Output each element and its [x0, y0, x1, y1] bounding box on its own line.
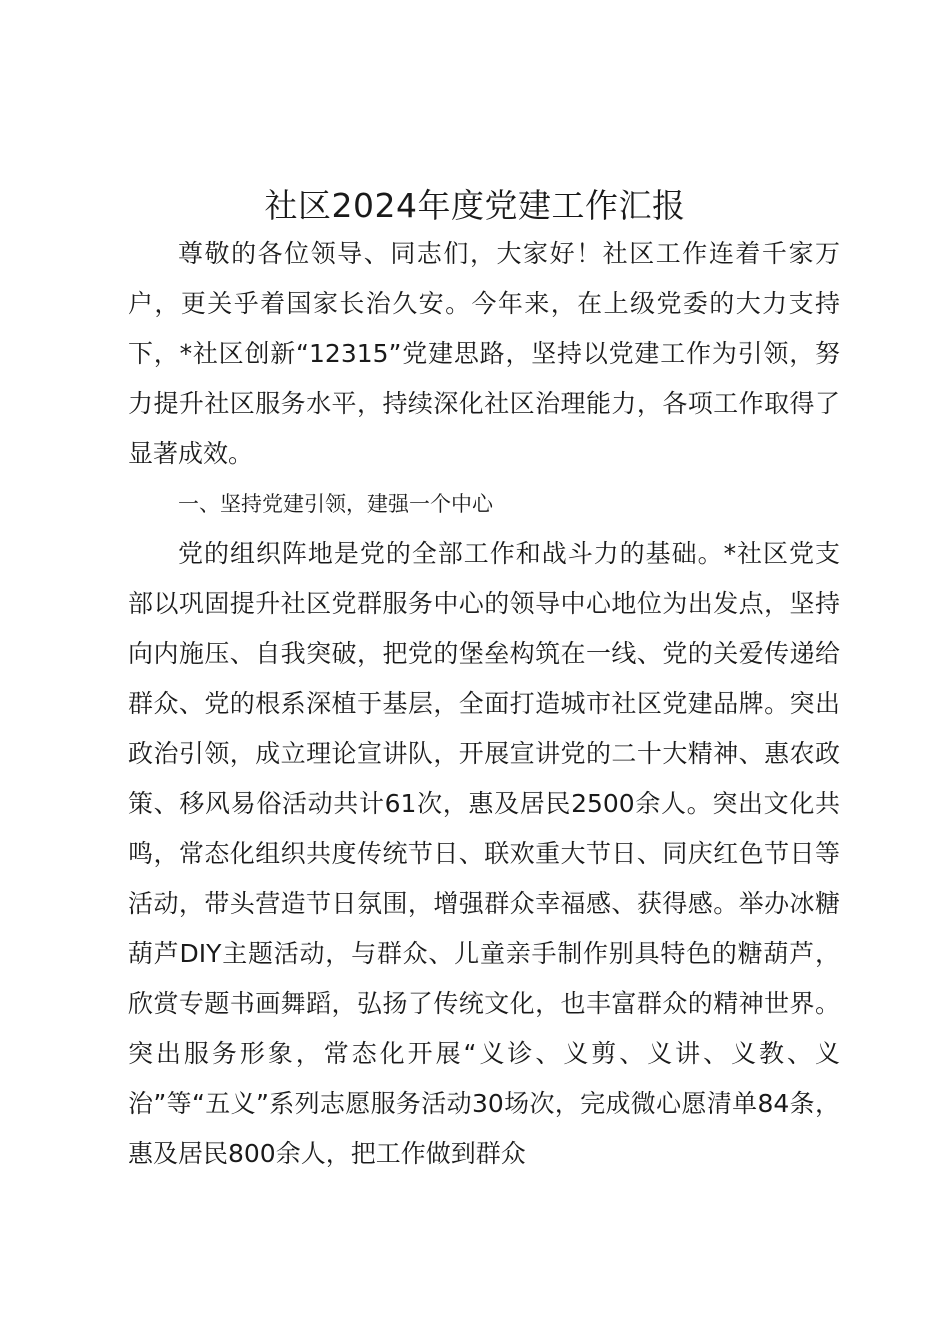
document-body	[128, 229, 840, 1179]
section-paragraph: 党的组织阵地是党的全部工作和战斗力的基础。*社区党支部以巩固提升社区党群服务中心的领导中心地位为出发点，坚持向内施压、自我突破，把党的堡垒构筑在一线、党的关爱传递给群众、党的根系深植于基层，全面打造城市社区党建品牌。突出政治引领，成立理论宣讲队，开展宣讲党的二十大精神、惠农政策、移风易俗活动共计61次，惠及居民2500余人。突出文化共鸣，常态化组织共度传统节日、联欢重大节日、同庆红色节日等活动，带头营造节日氛围，增强群众幸福感、获得感。举办冰糖葫芦DIY主题活动，与群众、儿童亲手制作别具特色的糖葫芦，欣赏专题书画舞蹈，弘扬了传统文化，也丰富群众的精神世界。突出服务形象，常态化开展“义诊、义剪、义讲、义教、义治”等“五义”系列志愿服务活动30场次，完成微心愿清单84条，惠及居民800余人，把工作做到群众	[128, 539, 840, 1168]
intro-paragraph: 尊敬的各位领导、同志们，大家好！社区工作连着千家万户，更关乎着国家长治久安。今年来，在上级党委的大力支持下，*社区创新“12315”党建思路，坚持以党建工作为引领，努力提升社区服务水平，持续深化社区治理能力，各项工作取得了显著成效。	[128, 239, 840, 468]
section-heading: 一、坚持党建引领，建强一个中心	[178, 492, 493, 516]
document-title: 社区2024年度党建工作汇报	[264, 186, 686, 225]
